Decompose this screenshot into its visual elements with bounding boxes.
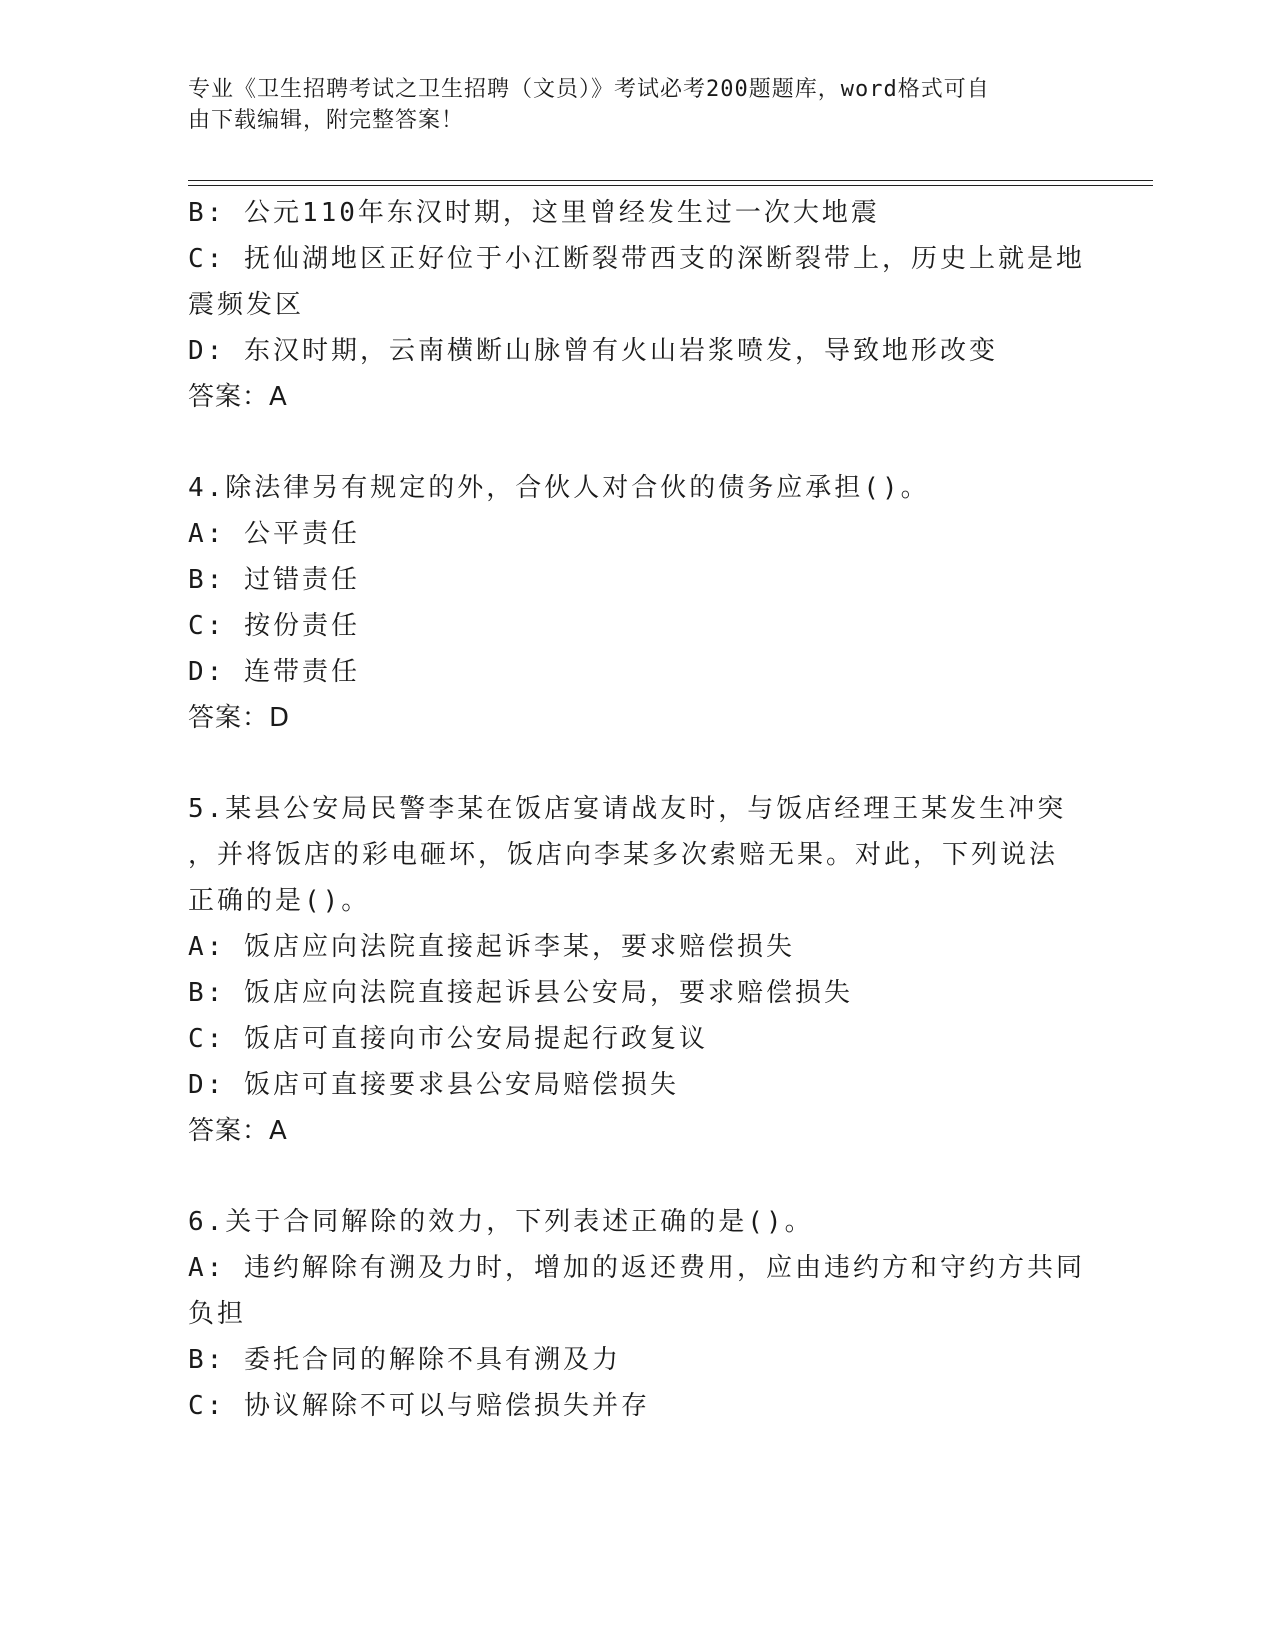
question-4	[188, 465, 1088, 741]
document-header	[188, 74, 1068, 136]
question-6	[188, 1199, 1088, 1429]
q5-option-d: D: 饭店可直接要求县公安局赔偿损失	[188, 1070, 679, 1100]
q3-option-c-line-1: C: 抚仙湖地区正好位于小江断裂带西支的深断裂带上，历史上就是地	[188, 244, 1085, 274]
q6-question: 6.关于合同解除的效力，下列表述正确的是()。	[188, 1207, 814, 1237]
q3-option-d: D: 东汉时期，云南横断山脉曾有火山岩浆喷发，导致地形改变	[188, 336, 998, 366]
spacer	[188, 741, 1088, 786]
q5-option-b: B: 饭店应向法院直接起诉县公安局，要求赔偿损失	[188, 978, 853, 1008]
q4-option-b: B: 过错责任	[188, 565, 360, 595]
header-rule-top	[188, 180, 1153, 181]
q5-option-a: A: 饭店应向法院直接起诉李某，要求赔偿损失	[188, 932, 795, 962]
q6-option-a-line-2: 负担	[188, 1299, 247, 1329]
q6-option-b: B: 委托合同的解除不具有溯及力	[188, 1345, 621, 1375]
spacer	[188, 1154, 1088, 1199]
q4-answer: 答案：D	[188, 703, 291, 733]
q4-option-a: A: 公平责任	[188, 519, 360, 549]
q5-question-line-3: 正确的是()。	[188, 886, 371, 916]
q3-option-c-line-2: 震频发区	[188, 290, 305, 320]
q5-question-line-2: ，并将饭店的彩电砸坏，饭店向李某多次索赔无果。对此，下列说法	[188, 840, 1059, 870]
header-line-2: 由下载编辑，附完整答案！	[188, 108, 465, 133]
question-list	[188, 190, 1088, 1429]
q4-option-d: D: 连带责任	[188, 657, 360, 687]
q6-option-c: C: 协议解除不可以与赔偿损失并存	[188, 1391, 650, 1421]
q4-question: 4.除法律另有规定的外，合伙人对合伙的债务应承担()。	[188, 473, 930, 503]
question-3	[188, 190, 1088, 420]
header-rule-bottom	[188, 185, 1153, 186]
header-line-1: 专业《卫生招聘考试之卫生招聘（文员）》考试必考200题题库，word格式可自	[188, 77, 990, 102]
q3-answer: 答案：A	[188, 382, 288, 412]
question-5	[188, 786, 1088, 1154]
spacer	[188, 420, 1088, 465]
q4-option-c: C: 按份责任	[188, 611, 360, 641]
q5-question-line-1: 5.某县公安局民警李某在饭店宴请战友时，与饭店经理王某发生冲突	[188, 794, 1067, 824]
q6-option-a-line-1: A: 违约解除有溯及力时，增加的返还费用，应由违约方和守约方共同	[188, 1253, 1085, 1283]
q5-answer: 答案：A	[188, 1116, 288, 1146]
q5-option-c: C: 饭店可直接向市公安局提起行政复议	[188, 1024, 708, 1054]
q3-option-b: B: 公元110年东汉时期，这里曾经发生过一次大地震	[188, 198, 880, 228]
